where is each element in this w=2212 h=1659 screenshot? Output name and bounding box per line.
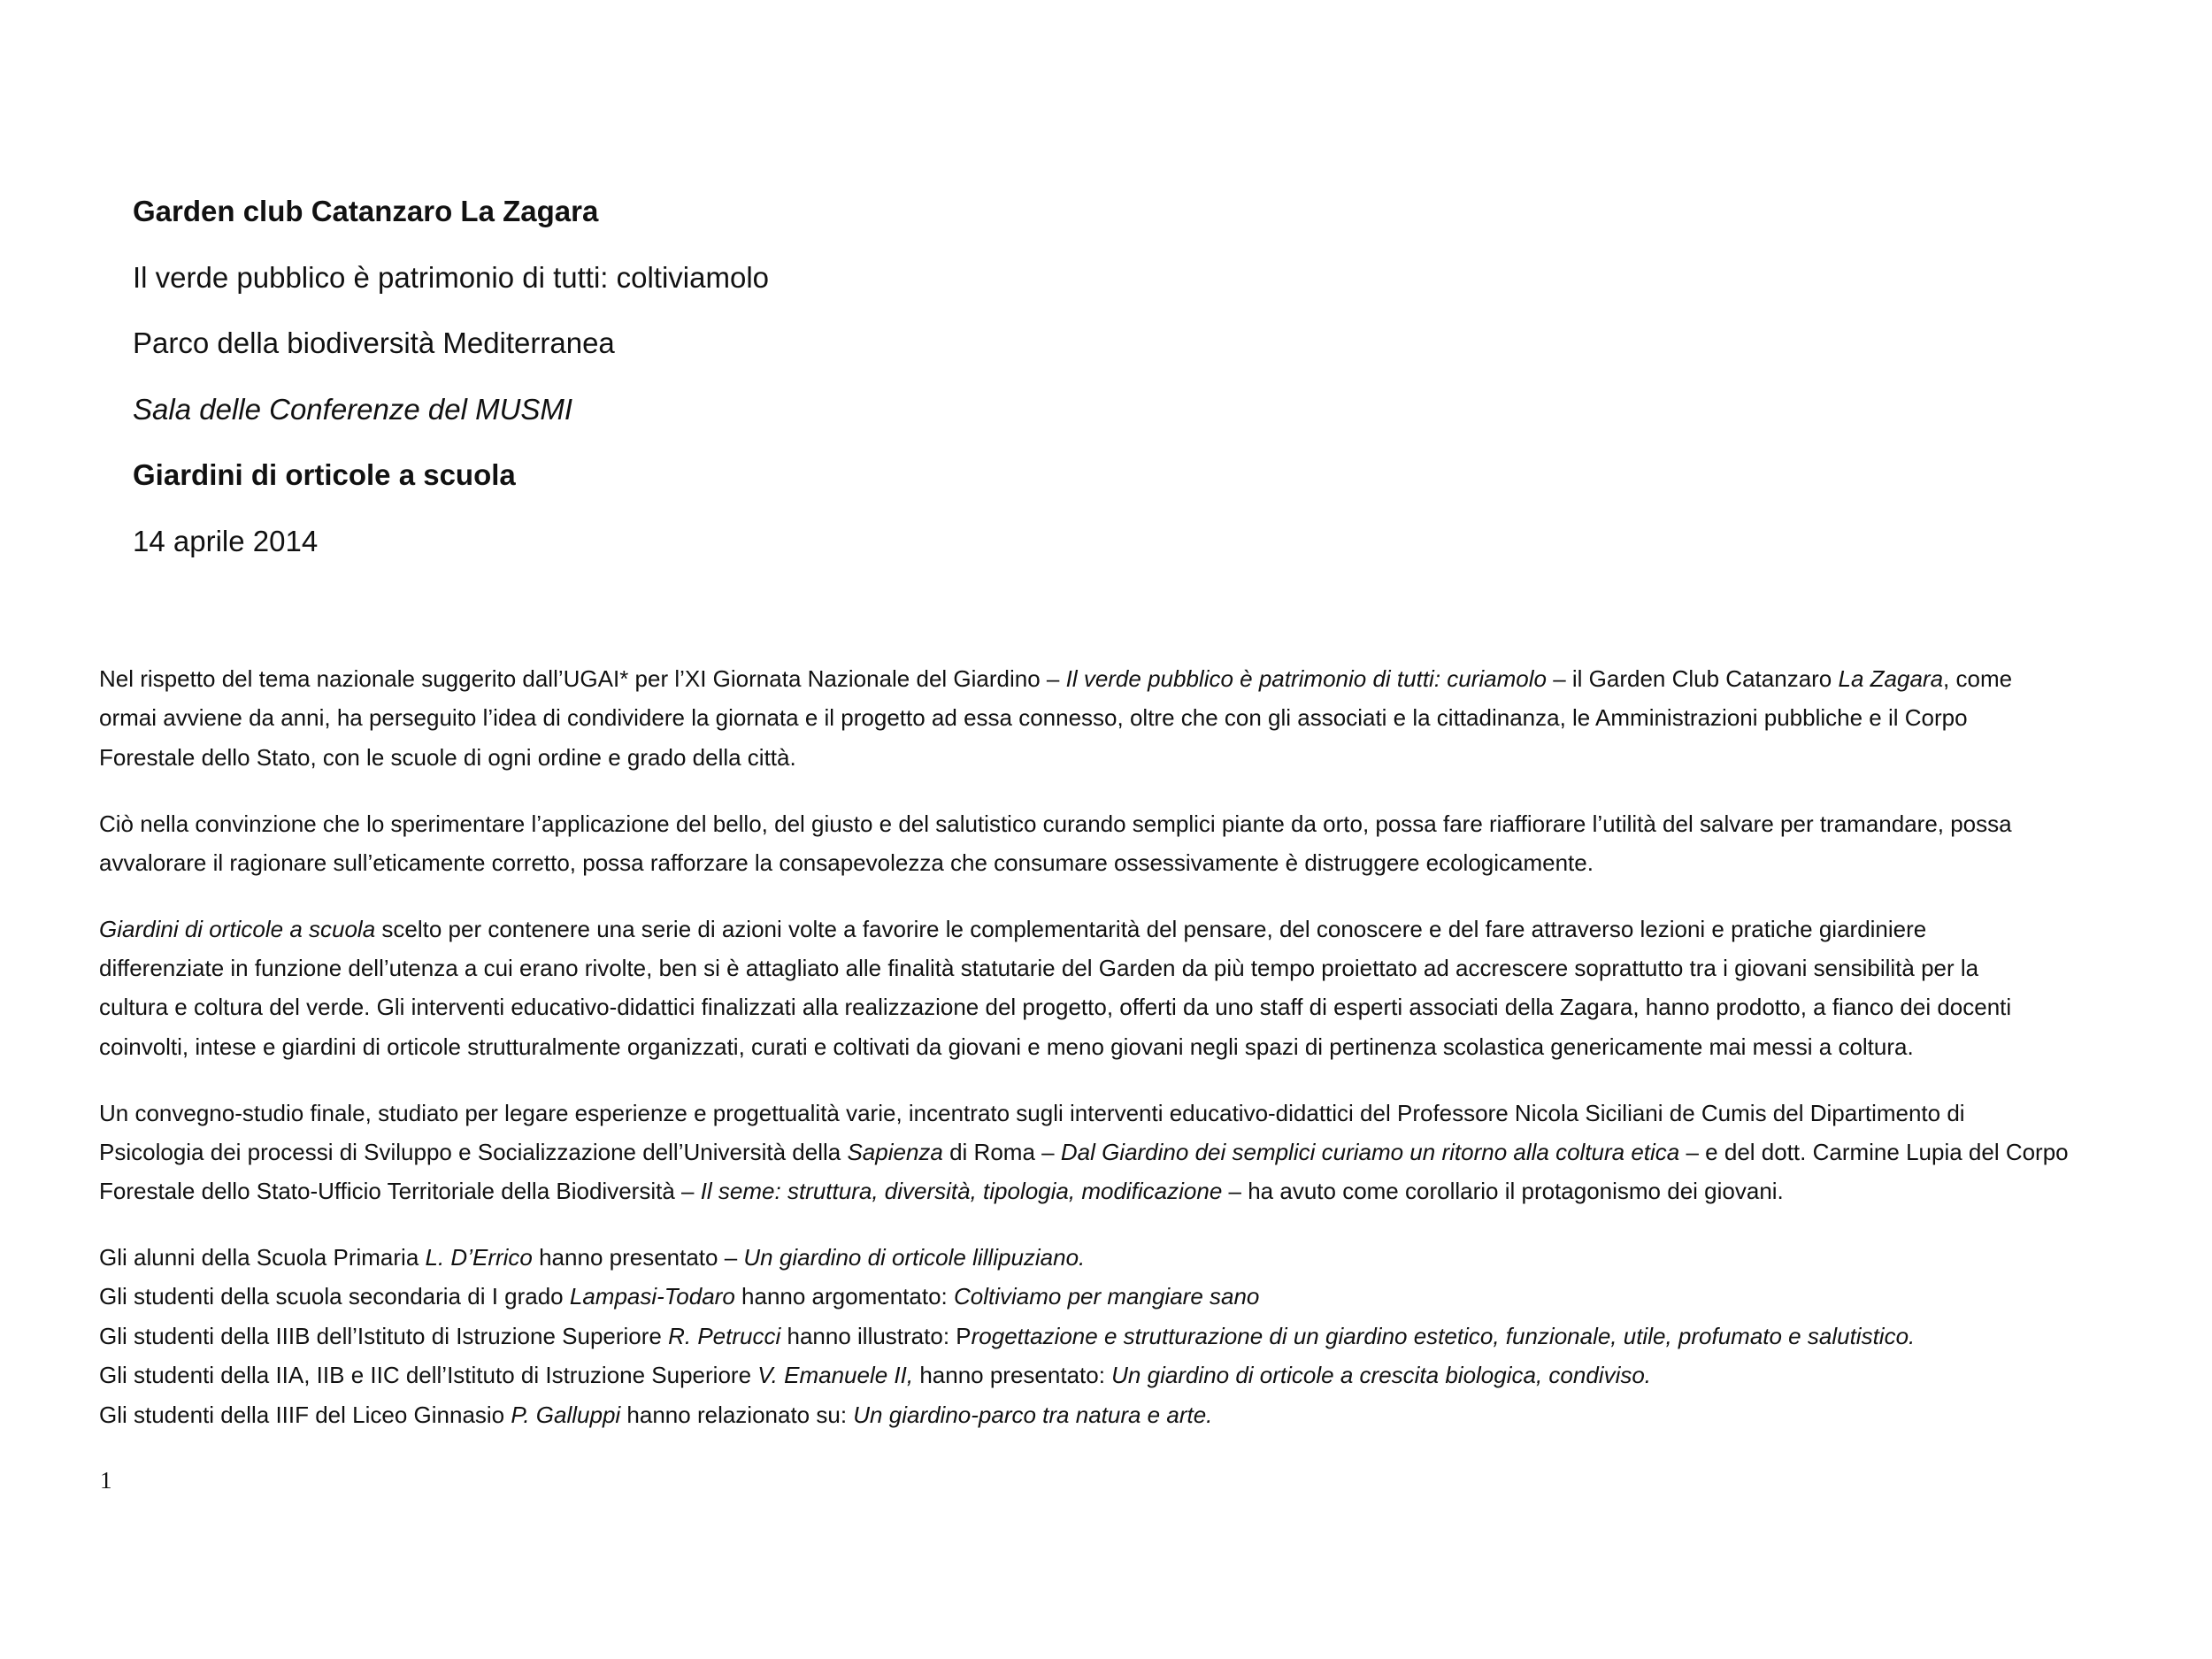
paragraph-line xyxy=(99,804,2069,843)
paragraph-line xyxy=(99,1171,2069,1210)
text-segment: hanno relazionato su: xyxy=(620,1401,854,1428)
italic-text-segment: Un giardino di orticole lillipuziano. xyxy=(743,1244,1086,1271)
body-paragraph xyxy=(99,910,2069,1066)
text-segment: Forestale dello Stato, con le scuole di ogni ordine e grado della città. xyxy=(99,743,796,771)
text-segment: – e del dott. Carmine Lupia del Corpo xyxy=(1679,1138,2069,1165)
body-paragraph xyxy=(99,1094,2069,1211)
italic-text-segment: Il seme: struttura, diversità, tipologia, modificazione xyxy=(700,1178,1223,1205)
text-segment: – ha avuto come corollario il protagonismo dei giovani. xyxy=(1222,1178,1784,1205)
event-header xyxy=(133,179,769,574)
paragraph-line xyxy=(99,698,2069,737)
presentations-list xyxy=(99,1238,2069,1434)
paragraph-line xyxy=(99,1133,2069,1171)
text-segment: hanno illustrato: P xyxy=(780,1322,972,1349)
event-date: 14 aprile 2014 xyxy=(133,524,319,557)
italic-text-segment: Coltiviamo per mangiare sano xyxy=(954,1283,1260,1310)
text-segment: Gli studenti della IIIB dell’Istituto di Istruzione Superiore xyxy=(99,1322,669,1349)
paragraph-line xyxy=(99,738,2069,777)
text-segment: di Roma – xyxy=(942,1138,1061,1165)
body-paragraph xyxy=(99,659,2069,777)
italic-text-segment: rogettazione e strutturazione di un giardino estetico, funzionale, utile, profumato e salutistico. xyxy=(971,1322,1916,1349)
club-name: Garden club Catanzaro La Zagara xyxy=(133,195,599,227)
presentation-item xyxy=(99,1317,2069,1356)
text-segment: hanno presentato – xyxy=(532,1244,744,1271)
italic-text-segment: La Zagara xyxy=(1838,665,1944,692)
project-title: Giardini di orticole a scuola xyxy=(133,458,516,491)
text-segment: Gli studenti della scuola secondaria di I grado xyxy=(99,1283,570,1310)
presentation-item xyxy=(99,1277,2069,1316)
body-paragraphs xyxy=(99,659,2069,1211)
paragraph-line xyxy=(99,910,2069,949)
text-segment: , come xyxy=(1943,665,2013,692)
italic-text-segment: L. D’Errico xyxy=(425,1244,533,1271)
text-segment: Nel rispetto del tema nazionale suggerito dall’UGAI* per l’XI Giornata Nazionale del Giardino – xyxy=(99,665,1066,692)
text-segment: Un convegno-studio finale, studiato per legare esperienze e progettualità varie, incentrato sugli interventi educativo-didattici del Professore Nicola Siciliani de Cumis del Dipartimento di xyxy=(99,1099,1965,1126)
body-paragraph xyxy=(99,804,2069,883)
presentation-item xyxy=(99,1356,2069,1394)
paragraph-line xyxy=(99,1027,2069,1066)
italic-text-segment: Un giardino di orticole a crescita biologica, condiviso. xyxy=(1111,1362,1652,1389)
paragraph-line xyxy=(99,949,2069,987)
italic-text-segment: Lampasi-Todaro xyxy=(569,1283,735,1310)
paragraph-line xyxy=(99,1094,2069,1133)
text-segment: Ciò nella convinzione che lo sperimentare l’applicazione del bello, del giusto e del salutistico curando semplici piante da orto, possa fare riaffiorare l’utilità del salvare per tramandare, possa xyxy=(99,810,2012,837)
italic-text-segment: V. Emanuele II, xyxy=(757,1362,914,1389)
presentation-item xyxy=(99,1395,2069,1434)
text-segment: avvalorare il ragionare sull’eticamente corretto, possa rafforzare la consapevolezza che consumare ossessivamente è distruggere ecologicamente. xyxy=(99,849,1594,876)
paragraph-line xyxy=(99,843,2069,882)
text-segment: scelto per contenere una serie di azioni volte a favorire le complementarità del pensare, del conoscere e del fare attraverso lezioni e pratiche giardiniere xyxy=(375,915,1927,942)
text-segment: cultura e coltura del verde. Gli interventi educativo-didattici finalizzati alla realizzazione del progetto, offerti da uno staff di esperti associati della Zagara, hanno prodotto, a fianco dei docenti xyxy=(99,994,2012,1021)
italic-text-segment: Un giardino-parco tra natura e arte. xyxy=(853,1401,1213,1428)
italic-text-segment: Dal Giardino dei semplici curiamo un ritorno alla coltura etica xyxy=(1060,1138,1680,1165)
text-segment: differenziate in funzione dell’utenza a cui erano rivolte, ben si è attagliato alle finalità statutarie del Garden da più tempo proiettato ad accrescere soprattutto tra i giovani sensibilità per la xyxy=(99,955,1979,982)
italic-text-segment: Il verde pubblico è patrimonio di tutti: curiamolo xyxy=(1065,665,1547,692)
italic-text-segment: R. Petrucci xyxy=(668,1322,781,1349)
page-number: 1 xyxy=(100,1467,112,1494)
text-segment: Forestale dello Stato-Ufficio Territoriale della Biodiversità – xyxy=(99,1178,701,1205)
italic-text-segment: Giardini di orticole a scuola xyxy=(99,915,376,942)
italic-text-segment: Sapienza xyxy=(847,1138,943,1165)
text-segment: Gli studenti della IIA, IIB e IIC dell’Istituto di Istruzione Superiore xyxy=(99,1362,758,1389)
venue: Sala delle Conferenze del MUSMI xyxy=(133,392,573,426)
paragraph-line xyxy=(99,659,2069,698)
document-body xyxy=(99,659,2069,1434)
park-name: Parco della biodiversità Mediterranea xyxy=(133,326,615,359)
text-segment: Psicologia dei processi di Sviluppo e Socializzazione dell’Università della xyxy=(99,1138,848,1165)
text-segment: ormai avviene da anni, ha perseguito l’idea di condividere la giornata e il progetto ad essa connesso, oltre che con gli associati e la cittadinanza, le Amministrazioni pubbliche e il Corpo xyxy=(99,704,1968,732)
text-segment: hanno argomentato: xyxy=(734,1283,954,1310)
text-segment: hanno presentato: xyxy=(913,1362,1112,1389)
presentation-item xyxy=(99,1238,2069,1277)
text-segment: coinvolti, intese e giardini di orticole strutturalmente organizzati, curati e coltivati da giovani e meno giovani negli spazi di pertinenza scolastica genericamente mai messi a coltura. xyxy=(99,1033,1914,1060)
event-theme: Il verde pubblico è patrimonio di tutti: coltiviamolo xyxy=(133,260,770,294)
text-segment: – il Garden Club Catanzaro xyxy=(1546,665,1839,692)
text-segment: Gli alunni della Scuola Primaria xyxy=(99,1244,426,1271)
text-segment: Gli studenti della IIIF del Liceo Ginnasio xyxy=(99,1401,511,1428)
paragraph-line xyxy=(99,987,2069,1026)
italic-text-segment: P. Galluppi xyxy=(511,1401,621,1428)
